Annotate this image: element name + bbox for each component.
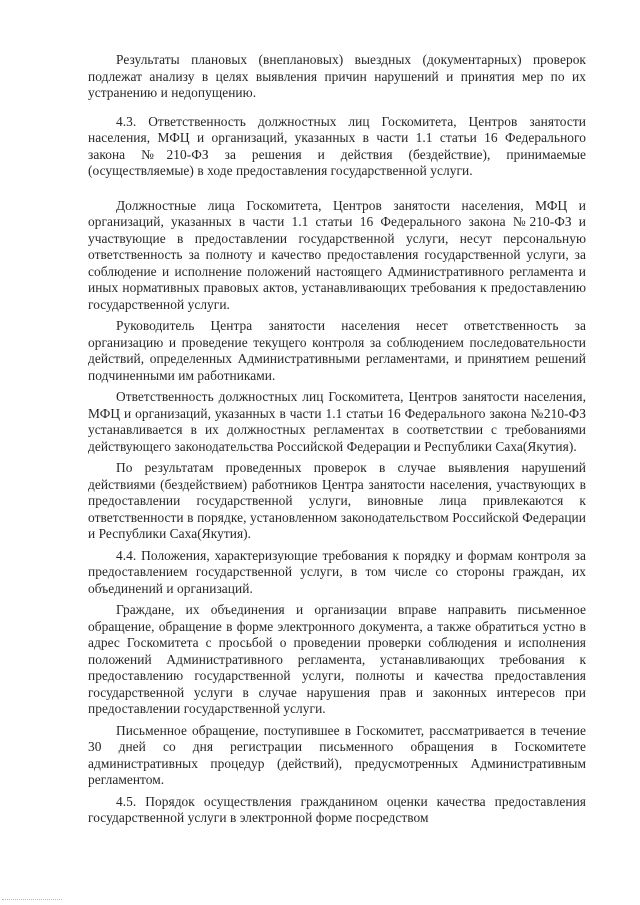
- paragraph-results-analysis: Результаты плановых (внеплановых) выездных (документарных) проверок подлежат анализу в целях выявления причин нарушений и принятия мер по их устранению и недопущению.: [88, 52, 586, 100]
- scan-artifact: [2, 899, 62, 903]
- paragraph-written-appeal: Письменное обращение, поступившее в Госкомитет, рассматривается в течение 30 дней со дня регистрации письменного обращения в Госкомитете административных процедур (действий), предусмотренных Административным регламентом.: [88, 722, 586, 787]
- paragraph-head-of-center: Руководитель Центра занятости населения несет ответственность за организацию и проведение текущего контроля за соблюдением последовательности действий, определенных Административными регламентами, и принятием решений подчиненными им работниками.: [88, 318, 586, 383]
- paragraph-4-3-responsibility: 4.3. Ответственность должностных лиц Госкомитета, Центров занятости населения, МФЦ и организаций, указанных в части 1.1 статьи 16 Федерального закона №210-ФЗ за решения и действия (бездействие), принимаемые (осуществляемые) в ходе предоставления государственной услуги.: [88, 113, 586, 178]
- paragraph-citizens-appeal: Граждане, их объединения и организации вправе направить письменное обращение, обращение в форме электронного документа, а также обратиться устно в адрес Госкомитета с просьбой о проведении проверки соблюдения и исполнения положений Административного регламента, устанавливающих требования к предоставлению государственной услуги, полноты и качества предоставления государственной услуги в случае нарушения прав и законных интересов при предоставлении государственной услуги.: [88, 602, 586, 716]
- paragraph-officials-responsibility: Должностные лица Госкомитета, Центров занятости населения, МФЦ и организаций, указанных в части 1.1 статьи 16 Федерального закона №210-ФЗ и участвующие в предоставлении государственной услуги, несут персональную ответственность за полноту и качество предоставления государственной услуги, за соблюдение и исполнение положений настоящего Административного регламента и иных нормативных правовых актов, устанавливающих требования к предоставлению государственной услуги.: [88, 197, 586, 312]
- paragraph-4-4-control-requirements: 4.4. Положения, характеризующие требования к порядку и формам контроля за предоставлением государственной услуги, в том числе со стороны граждан, их объединений и организаций.: [88, 547, 586, 596]
- document-body: [88, 52, 586, 832]
- paragraph-4-5-quality-assessment: 4.5. Порядок осуществления гражданином оценки качества предоставления государственной услуги в электронной форме посредством: [88, 793, 586, 825]
- paragraph-inspection-results: По результатам проведенных проверок в случае выявления нарушений действиями (бездействием) работников Центра занятости населения, участвующих в предоставлении государственной услуги, виновные лица привлекаются к ответственности в порядке, установленном законодательством Российской Федерации и Республики Саха(Якутия).: [88, 460, 586, 541]
- paragraph-job-regulations: Ответственность должностных лиц Госкомитета, Центров занятости населения, МФЦ и организаций, указанных в части 1.1 статьи 16 Федерального закона №210-ФЗ устанавливается в их должностных регламентах в соответствии с требованиями действующего законодательства Российской Федерации и Республики Саха(Якутия).: [88, 389, 586, 454]
